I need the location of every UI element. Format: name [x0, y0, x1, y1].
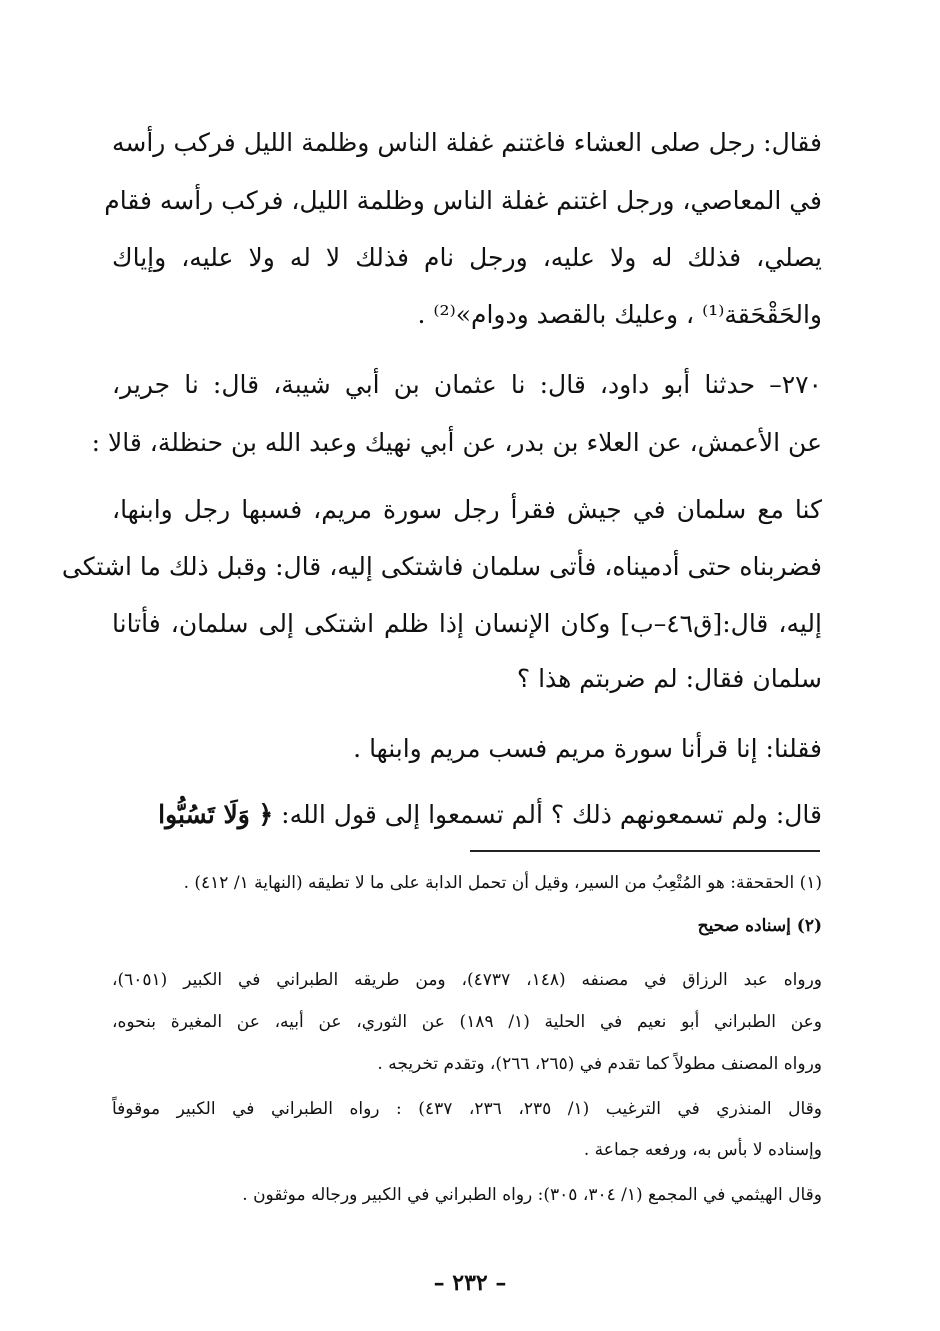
- body-line: [112, 802, 822, 827]
- body-line: يصلي، فذلك له ولا عليه، ورجل نام فذلك لا له ولا عليه، وإياك: [112, 243, 822, 272]
- quran-quote: ﴿ وَلَا تَسُبُّوا: [158, 800, 274, 829]
- body-line: فقلنا: إنا قرأنا سورة مريم فسب مريم وابنها .: [353, 734, 822, 763]
- footnote-line: ورواه المصنف مطولاً كما تقدم في (٢٦٥، ٢٦٦)، وتقدم تخريجه .: [377, 1054, 822, 1074]
- body-line: في المعاصي، ورجل اغتنم غفلة الناس وظلمة الليل، فركب رأسه فقام: [104, 186, 822, 215]
- body-line: والحَقْحَقة⁽¹⁾ ، وعليك بالقصد ودوام»⁽²⁾ .: [417, 300, 822, 329]
- body-line: فقال: رجل صلى العشاء فاغتنم غفلة الناس وظلمة الليل فركب رأسه: [112, 128, 822, 157]
- footnote-line: وعن الطبراني أبو نعيم في الحلية (١/ ١٨٩) عن الثوري، عن أبيه، عن المغيرة بنحوه،: [112, 1012, 822, 1032]
- footnote-line: وقال الهيثمي في المجمع (١/ ٣٠٤، ٣٠٥): رواه الطبراني في الكبير ورجاله موثقون .: [242, 1185, 822, 1205]
- footnote-line: وإسناده لا بأس به، ورفعه جماعة .: [583, 1140, 822, 1160]
- footnote-1: (١) الحقحقة: هو المُتْعِبُ من السير، وقيل أن تحمل الدابة على ما لا تطيقه (النهاية ١/ ٤١٢) .: [183, 873, 822, 893]
- footnote-line: وقال المنذري في الترغيب (١/ ٢٣٥، ٢٣٦، ٤٣٧) : رواه الطبراني في الكبير موقوفاً: [112, 1099, 822, 1119]
- footnote-separator: [470, 850, 820, 852]
- page-number: – ٢٣٢ –: [433, 1270, 507, 1296]
- body-text: قال: ولم تسمعونهم ذلك ؟ ألم تسمعوا إلى قول الله:: [273, 800, 822, 829]
- body-line: سلمان فقال: لم ضربتم هذا ؟: [516, 664, 822, 693]
- body-line: إليه، قال:[ق٤٦–ب] وكان الإنسان إذا ظلم اشتكى إلى سلمان، فأتانا: [112, 609, 822, 638]
- body-line: كنا مع سلمان في جيش فقرأ رجل سورة مريم، فسبها رجل وابنها،: [112, 495, 822, 524]
- footnote-2-heading: (٢) إسناده صحيح: [697, 916, 822, 936]
- hadith-header-line: عن الأعمش، عن العلاء بن بدر، عن أبي نهيك وعبد الله بن حنظلة، قالا :: [91, 428, 822, 457]
- hadith-header-line: ٢٧٠– حدثنا أبو داود، قال: نا عثمان بن أبي شيبة، قال: نا جرير،: [112, 370, 822, 399]
- footnote-line: ورواه عبد الرزاق في مصنفه (١٤٨، ٤٧٣٧)، ومن طريقه الطبراني في الكبير (٦٠٥١)،: [112, 970, 823, 990]
- body-line: فضربناه حتى أدميناه، فأتى سلمان فاشتكى إليه، قال: وقبل ذلك ما اشتكى: [61, 552, 822, 581]
